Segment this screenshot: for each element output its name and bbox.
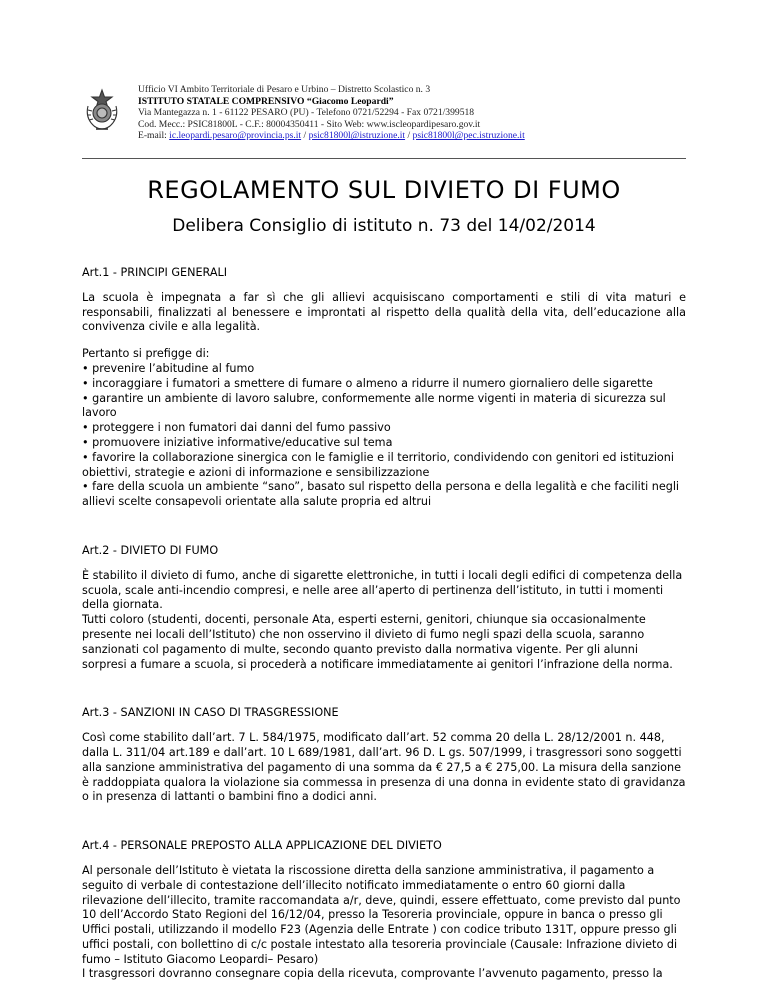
document-title: REGOLAMENTO SUL DIVIETO DI FUMO	[147, 176, 621, 204]
document-body	[82, 266, 686, 982]
letterhead-office: Ufficio VI Ambito Territoriale di Pesaro e Urbino – Distretto Scolastico n. 3	[138, 84, 431, 95]
email-link-1[interactable]: ic.leopardi.pesaro@provincia.ps.it	[169, 130, 302, 142]
school-address: Via Mantegazza n. 1 - 61122 PESARO (PU) - Telefono 0721/52294 - Fax 0721/399518	[138, 107, 475, 119]
document-subtitle: Delibera Consiglio di istituto n. 73 del 14/02/2014	[172, 216, 596, 236]
list-item: • proteggere i non fumatori dai danni del fumo passivo	[82, 421, 391, 435]
art3-paragraph: Così come stabilito dall’art. 7 L. 584/1975, modificato dall’art. 52 comma 20 della L. 28/12/2001 n. 448, dalla L. 311/04 art.189 e dall’art. 10 L 689/1981, dall’art. 96 D. L gs. 507/1999, i trasgressori sono soggetti alla sanzione amministrativa del pagamento di una somma da € 27,5 a € 275,00. La misura della sanzione è raddoppiata qualora la violazione sia commessa in presenza di una donna in evidente stato di gravidanza o in presenza di lattanti o bambini fino a dodici anni.	[82, 731, 686, 804]
art2-heading: Art.2 - DIVIETO DI FUMO	[82, 543, 219, 557]
art1-heading: Art.1 - PRINCIPI GENERALI	[82, 266, 228, 279]
header-divider	[82, 158, 686, 159]
art2-paragraph-1: È stabilito il divieto di fumo, anche di sigarette elettroniche, in tutti i locali degli edifici di competenza della scuola, scale anti-incendio compresi, e nelle aree all’aperto di pertinenza dell’istituto, in tutti i momenti della giornata.	[82, 568, 683, 612]
list-item: • incoraggiare i fumatori a smettere di fumare o almeno a ridurre il numero giornaliero delle sigarette	[82, 376, 653, 390]
email-label: E-mail:	[138, 130, 170, 142]
email-separator: /	[405, 130, 413, 142]
letterhead	[82, 84, 682, 142]
list-item: • fare della scuola un ambiente “sano”, basato sul rispetto della persona e della legalità e che faciliti negli allievi scelte consapevoli orientate alla salute propria ed altrui	[82, 480, 680, 509]
art4-paragraph-2: I trasgressori dovranno consegnare copia della ricevuta, comprovante l’avvenuto pagamento, presso la	[82, 967, 663, 981]
art1-intro: Pertanto si prefigge di:	[82, 347, 210, 361]
school-codes: Cod. Mecc.: PSIC81800L - C.F.: 80004350411 - Sito Web: www.iscleopardipesaro.gov.it	[138, 118, 481, 130]
email-line	[138, 130, 525, 142]
school-name: ISTITUTO STATALE COMPRENSIVO “Giacomo Leopardi”	[138, 95, 394, 107]
art4-paragraph-1: Al personale dell’Istituto è vietata la riscossione diretta della sanzione amministrativa, il pagamento a seguito di verbale di contestazione dell’illecito notificato immediatamente o entro 60 giorni dalla rilevazione dell’illecito, tramite raccomandata a/r, deve, quindi, essere effettuato, come previsto dal punto 10 dell’Accordo Stato Regioni del 16/12/04, presso la Tesoreria provinciale, oppure in banca o presso gli Uffici postali, utilizzando il modello F23 (Agenzia delle Entrate ) con codice tributo 131T, oppure presso gli uffici postali, con bollettino di c/c postale intestato alla tesoreria provinciale (Causale: Infrazione divieto di fumo – Istituto Giacomo Leopardi– Pesaro)	[82, 863, 681, 966]
art2-paragraph-2: Tutti coloro (studenti, docenti, personale Ata, esperti esterni, genitori, chiunque sia occasionalmente presente nei locali dell’Istituto) che non osservino il divieto di fumo negli spazi della scuola, saranno sanzionati col pagamento di multe, secondo quanto previsto dalla normativa vigente. Per gli alunni sorpresi a fumare a scuola, si procederà a notificare immediatamente ai genitori l’infrazione della norma.	[82, 613, 673, 671]
email-link-3[interactable]: psic81800l@pec.istruzione.it	[412, 130, 525, 142]
art1-paragraph: La scuola è impegnata a far sì che gli allievi acquisiscano comportamenti e stili di vita maturi e responsabili, finalizzati al benessere e improntati al rispetto della qualità della vita, dell’educazione alla convivenza civile e alla legalità.	[82, 290, 686, 334]
email-link-2[interactable]: psic81800l@istruzione.it	[308, 130, 406, 142]
list-item: • prevenire l’abitudine al fumo	[82, 361, 255, 375]
list-item: • garantire un ambiente di lavoro salubre, conformemente alle norme vigenti in materia di sicurezza sul lavoro	[82, 391, 666, 420]
list-item: • favorire la collaborazione sinergica con le famiglie e il territorio, condividendo con genitori ed istituzioni obiettivi, strategie e azioni di informazione e sensibilizzazione	[82, 450, 674, 479]
art4-heading: Art.4 - PERSONALE PREPOSTO ALLA APPLICAZIONE DEL DIVIETO	[82, 839, 442, 853]
list-item: • promuovere iniziative informative/educative sul tema	[82, 435, 393, 449]
art3-heading: Art.3 - SANZIONI IN CASO DI TRASGRESSIONE	[82, 706, 339, 720]
email-separator: /	[301, 130, 309, 142]
italian-republic-emblem-icon	[82, 88, 122, 132]
